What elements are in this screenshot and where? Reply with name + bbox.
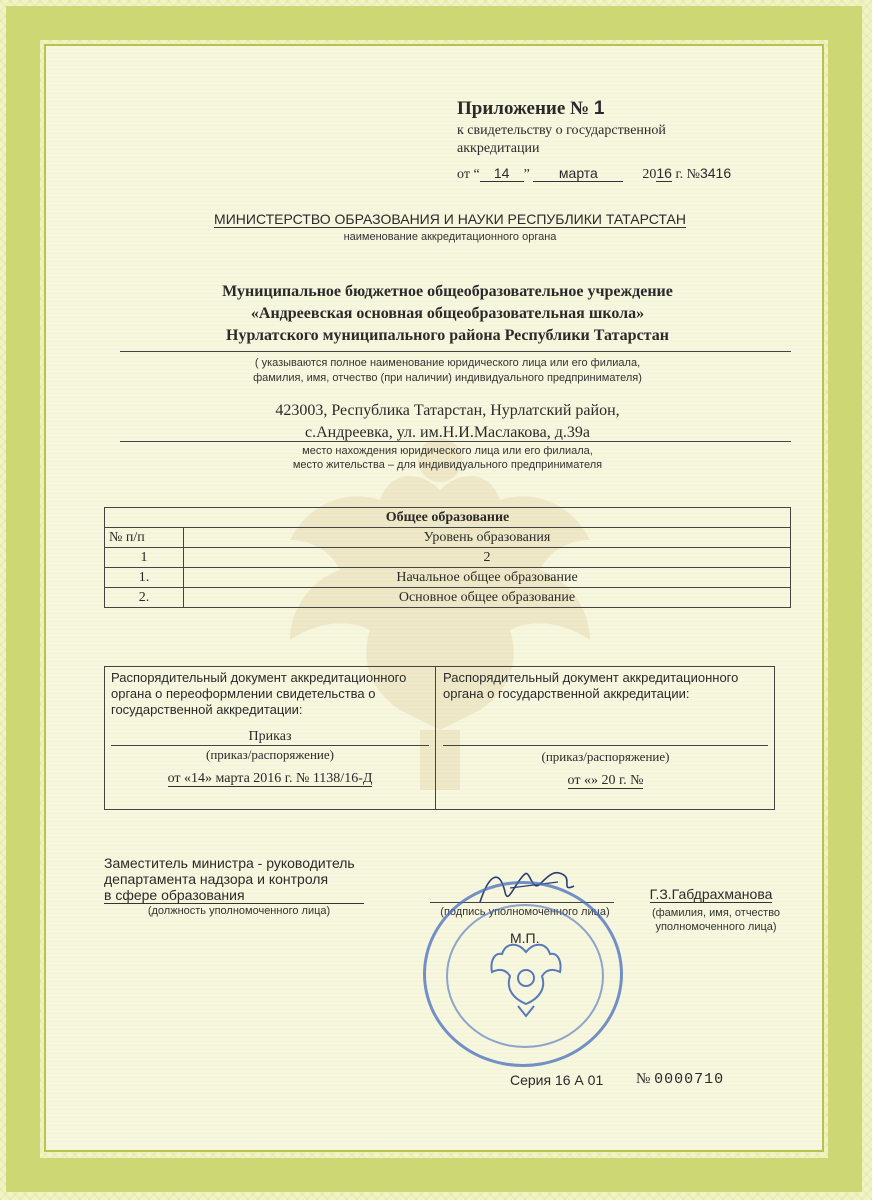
accreditation-document-line <box>443 745 768 746</box>
organization-caption: ( указываются полное наименование юридического лица или его филиала, фамилия, имя, отчество (при наличии) индивидуального предпринимателя) <box>253 357 642 384</box>
column-number-header: № п/п <box>105 528 184 548</box>
authority-name: МИНИСТЕРСТВО ОБРАЗОВАНИЯ И НАУКИ РЕСПУБЛИКИ ТАТАРСТАН <box>214 211 686 227</box>
seal-eagle-icon <box>488 932 564 1018</box>
table-title-row <box>105 508 791 528</box>
appendix-line1: к свидетельству о государственной <box>457 123 666 138</box>
reissue-document-reference: от «14» марта 2016 г. № 1138/16-Д <box>167 771 373 786</box>
address-underline <box>120 441 791 442</box>
accreditation-document-reference: от «» 20 г. № <box>567 773 644 788</box>
address-caption: место нахождения юридического лица или его филиала, место жительства – для индивидуального предпринимателя <box>292 445 603 471</box>
authority-caption: наименование аккредитационного органа <box>343 231 557 243</box>
table-row <box>105 568 791 588</box>
row-level: Основное общее образование <box>184 588 791 608</box>
seal-place-label: М.П. <box>510 930 540 946</box>
column-index-2: 2 <box>184 548 791 568</box>
administrative-documents-box <box>104 666 775 810</box>
table-index-row <box>105 548 791 568</box>
signatory-position: Заместитель министра - руководитель департамента надзора и контроля в сфере образования <box>104 855 404 904</box>
column-index-1: 1 <box>105 548 184 568</box>
appendix-line2: аккредитации <box>457 141 540 156</box>
row-number: 1. <box>105 568 184 588</box>
name-caption: (фамилия, имя, отчество уполномоченного лица) <box>651 907 781 933</box>
signatory-name: Г.З.Габдрахманова <box>649 886 773 902</box>
table-header-row <box>105 528 791 548</box>
position-caption: (должность уполномоченного лица) <box>147 905 331 917</box>
education-levels-table <box>104 507 791 608</box>
series-label: Серия 16 А 01 <box>510 1072 604 1088</box>
signature-caption: (подпись уполномоченного лица) <box>440 906 610 918</box>
organization-name: Муниципальное бюджетное общеобразовательное учреждение «Андреевская основная общеобразовательная школа» Нурлатского муниципального района Республики Татарстан <box>222 283 673 344</box>
row-number: 2. <box>105 588 184 608</box>
serial-number: № 0000710 <box>636 1071 725 1088</box>
box-divider <box>435 667 436 809</box>
row-level: Начальное общее образование <box>184 568 791 588</box>
table-row <box>105 588 791 608</box>
reissue-document-label: Распорядительный документ аккредитационного органа о переоформлении свидетельства о государственной аккредитации: <box>111 670 407 717</box>
column-level-header: Уровень образования <box>184 528 791 548</box>
ministry-seal <box>423 881 623 1067</box>
table-title: Общее образование <box>105 508 791 528</box>
appendix-date: от “ 14 ” марта 2016 г. №3416 <box>457 165 732 182</box>
organization-address: 423003, Республика Татарстан, Нурлатский район, с.Андреевка, ул. им.Н.И.Маслакова, д.39а <box>275 402 620 441</box>
accreditation-document-label: Распорядительный документ аккредитационного органа о государственной аккредитации: <box>443 670 739 701</box>
reissue-document-kind: Приказ <box>111 729 429 746</box>
appendix-title: Приложение № 1 <box>457 98 605 119</box>
organization-underline <box>120 351 791 352</box>
reissue-document-caption: (приказ/распоряжение) <box>206 747 334 762</box>
accreditation-document-caption: (приказ/распоряжение) <box>541 749 670 764</box>
